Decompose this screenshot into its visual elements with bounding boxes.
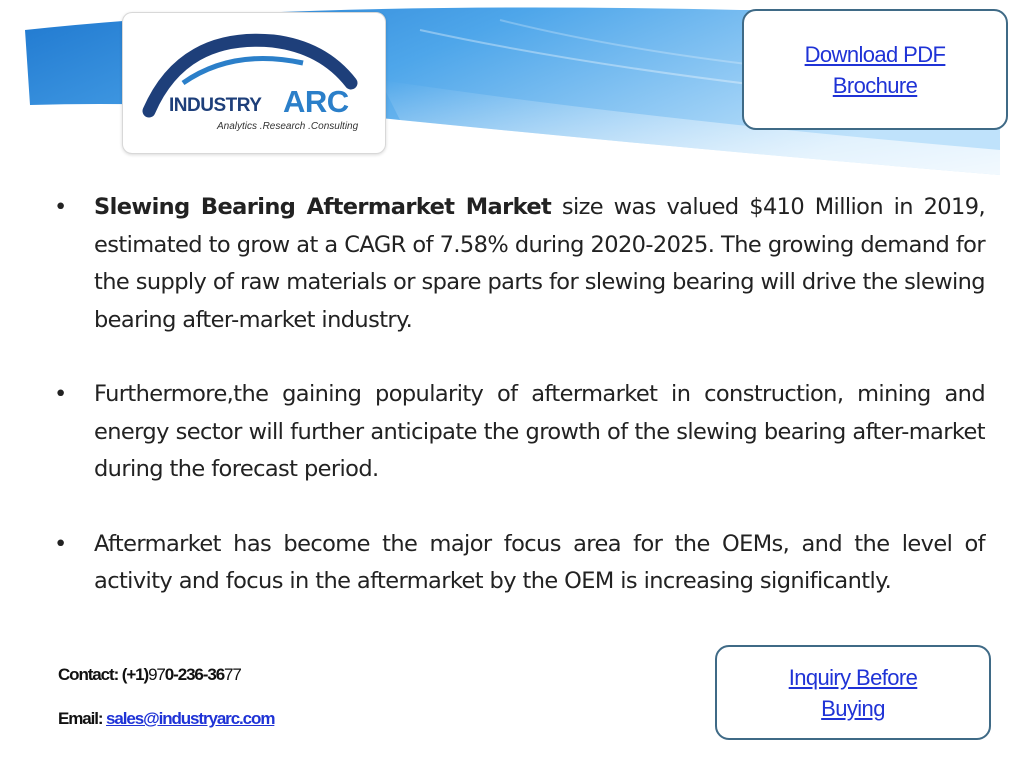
bullet-marker: •	[54, 530, 67, 557]
bullet-item	[52, 526, 985, 601]
bullet-marker: •	[54, 381, 67, 407]
logo-mark	[123, 13, 385, 153]
email-line	[58, 709, 274, 729]
logo-brand-part1: INDUSTRY	[169, 95, 262, 116]
contact-label: Contact: (+1)	[58, 665, 149, 684]
contact-number-part: 77	[224, 665, 241, 684]
download-brochure-box	[742, 9, 1008, 130]
contact-number-part: 0-236-36	[164, 665, 225, 684]
bullet-text: size was valued $410 Million in 2019, estimated to grow at a CAGR of 7.58% during 2020-2025. The growing demand for the supply of raw materials or spare parts for slewing bearing will drive the slewing bearing after-market industry.	[94, 194, 985, 333]
bullet-item	[52, 189, 985, 339]
download-pdf-brochure-link[interactable]: Download PDF Brochure	[804, 41, 946, 98]
contact-number-part: 97	[148, 665, 165, 684]
inquiry-box	[715, 645, 991, 740]
contact-line	[58, 665, 241, 685]
bullet-bold-text: Slewing Bearing Aftermarket Market	[94, 194, 552, 220]
logo-tagline: Analytics .Research .Consulting	[217, 121, 359, 132]
bullet-marker: •	[54, 194, 67, 220]
email-label: Email:	[58, 709, 103, 728]
company-logo[interactable]	[122, 12, 386, 154]
inquiry-before-buying-link[interactable]: Inquiry Before Buying	[788, 664, 918, 721]
email-link[interactable]: sales@industryarc.com	[106, 709, 275, 728]
bullet-text: Furthermore,the gaining popularity of aftermarket in construction, mining and energy sector will further anticipate the growth of the slewing bearing after-market during the forecast period.	[94, 381, 985, 482]
main-content	[52, 189, 985, 601]
logo-brand-part2: ARC	[283, 84, 349, 119]
bullet-item	[52, 376, 985, 489]
bullet-text: Aftermarket has become the major focus area for the OEMs, and the level of activity and focus in the aftermarket by the OEM is increasing significantly.	[94, 530, 985, 594]
